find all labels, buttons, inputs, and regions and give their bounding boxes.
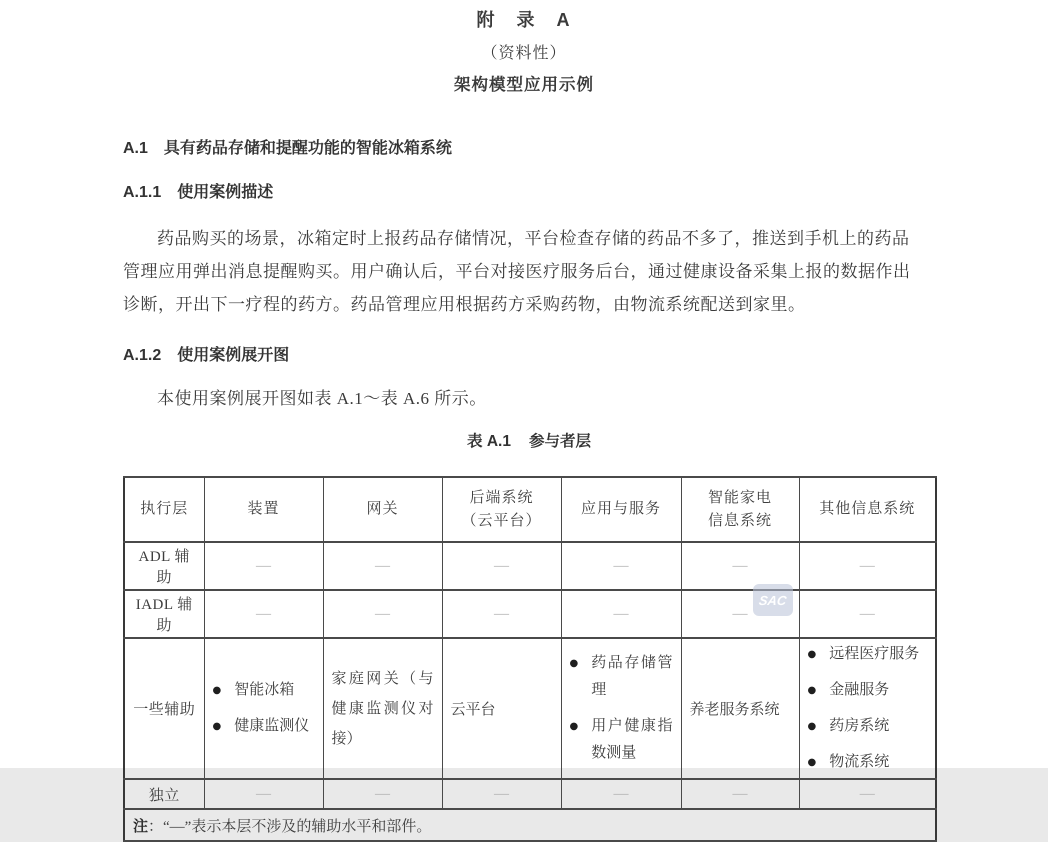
list-item bbox=[808, 677, 928, 704]
document-content bbox=[123, 138, 935, 842]
table-row-iadl bbox=[124, 590, 936, 638]
empty-cell-dash: — bbox=[442, 779, 561, 809]
empty-cell-dash: — bbox=[561, 542, 681, 590]
empty-cell-dash: — bbox=[561, 590, 681, 638]
other-system-item: 远程医疗服务 bbox=[829, 646, 920, 662]
other-system-item: 物流系统 bbox=[829, 754, 890, 770]
list-item bbox=[808, 749, 928, 776]
table-caption bbox=[123, 432, 935, 452]
other-system-item: 药房系统 bbox=[829, 718, 890, 734]
gateway-text: 家庭网关（与健康监测仪对接） bbox=[331, 670, 434, 747]
appendix-title-block bbox=[0, 0, 1048, 96]
table-row-some-assist bbox=[124, 638, 936, 779]
note-text: ：“—”表示本层不涉及的辅助水平和部件。 bbox=[148, 818, 432, 835]
paragraph-line: 诊断，开出下一疗程的药方。药品管理应用根据药方采购药物，由物流系统配送到家里。 bbox=[123, 295, 806, 314]
empty-cell-dash: — bbox=[799, 590, 936, 638]
table-header-row bbox=[124, 477, 936, 542]
empty-cell-dash: — bbox=[323, 590, 442, 638]
bullet-icon: ● bbox=[807, 721, 817, 732]
bullet-icon: ● bbox=[212, 685, 222, 696]
header-cell-smart-home-info bbox=[681, 477, 799, 542]
empty-cell-dash: — bbox=[561, 779, 681, 809]
appendix-title: 架构模型应用示例 bbox=[454, 76, 594, 94]
paragraph-line: 药品购买的场景，冰箱定时上报药品存储情况，平台检查存储的药品不多了，推送到手机上的药品 bbox=[157, 229, 910, 248]
sac-watermark-text: SAC bbox=[758, 592, 788, 608]
empty-cell-dash: — bbox=[204, 590, 323, 638]
list-item bbox=[570, 650, 673, 704]
header-cell-apps-services: 应用与服务 bbox=[561, 477, 681, 542]
header-cell-device: 装置 bbox=[204, 477, 323, 542]
cell-backend: 云平台 bbox=[442, 638, 561, 779]
header-line: （云平台） bbox=[461, 512, 542, 529]
row-label-independent: 独立 bbox=[124, 779, 204, 809]
header-line: 后端系统 bbox=[469, 489, 534, 506]
bullet-icon: ● bbox=[569, 721, 579, 732]
header-cell-backend bbox=[442, 477, 561, 542]
cell-other-systems bbox=[799, 638, 936, 779]
table-row-independent bbox=[124, 779, 936, 809]
row-label-iadl: IADL 辅助 bbox=[124, 590, 204, 638]
appendix-label: 附 录 A bbox=[476, 10, 572, 30]
empty-cell-dash: — bbox=[204, 779, 323, 809]
empty-cell-dash: — bbox=[799, 779, 936, 809]
app-item: 用户健康指数测量 bbox=[591, 718, 673, 761]
other-system-item: 金融服务 bbox=[829, 682, 890, 698]
header-line: 智能家电 bbox=[707, 489, 772, 506]
bullet-icon: ● bbox=[807, 757, 817, 768]
section-title: 使用案例展开图 bbox=[177, 347, 290, 364]
row-label-some-assist: 一些辅助 bbox=[124, 638, 204, 779]
header-cell-executive-layer: 执行层 bbox=[124, 477, 204, 542]
empty-cell-dash: — bbox=[442, 542, 561, 590]
section-number: A.1.2 bbox=[123, 347, 162, 364]
section-title: 具有药品存储和提醒功能的智能冰箱系统 bbox=[163, 140, 452, 157]
list-item bbox=[808, 713, 928, 740]
bullet-icon: ● bbox=[807, 685, 817, 696]
row-label-adl: ADL 辅助 bbox=[124, 542, 204, 590]
table-intro-paragraph: 本使用案例展开图如表 A.1～表 A.6 所示。 bbox=[157, 389, 487, 408]
table-caption-number: 表 A.1 bbox=[467, 433, 511, 450]
section-heading-a12 bbox=[123, 345, 935, 366]
section-number: A.1.1 bbox=[123, 184, 162, 201]
empty-cell-dash: — bbox=[442, 590, 561, 638]
section-heading-a11 bbox=[123, 182, 935, 203]
table-note-cell bbox=[124, 809, 936, 841]
device-item: 健康监测仪 bbox=[234, 718, 310, 734]
cell-devices bbox=[204, 638, 323, 779]
list-item bbox=[808, 641, 928, 668]
list-item bbox=[570, 713, 673, 767]
bullet-icon: ● bbox=[807, 649, 817, 660]
section-title: 使用案例描述 bbox=[177, 184, 274, 201]
empty-cell-dash: — bbox=[323, 542, 442, 590]
list-item bbox=[213, 713, 315, 740]
bullet-icon: ● bbox=[212, 721, 222, 732]
empty-cell-dash: — bbox=[799, 542, 936, 590]
cell-smart-home-system: 养老服务系统 bbox=[681, 638, 799, 779]
section-heading-a1 bbox=[123, 138, 935, 159]
bullet-icon: ● bbox=[569, 658, 579, 669]
empty-cell-dash: — bbox=[681, 542, 799, 590]
header-cell-other-info-systems: 其他信息系统 bbox=[799, 477, 936, 542]
participants-table bbox=[123, 476, 937, 842]
use-case-description-paragraph bbox=[123, 222, 935, 321]
list-item bbox=[213, 677, 315, 704]
empty-cell-dash: — bbox=[204, 542, 323, 590]
table-note-row bbox=[124, 809, 936, 841]
header-line: 信息系统 bbox=[707, 512, 772, 529]
cell-apps bbox=[561, 638, 681, 779]
table-row-adl bbox=[124, 542, 936, 590]
empty-cell-dash: — bbox=[681, 590, 799, 638]
table-caption-title: 参与者层 bbox=[528, 433, 591, 450]
app-item: 药品存储管理 bbox=[591, 655, 673, 698]
appendix-kind: （资料性） bbox=[481, 45, 567, 62]
empty-cell-dash: — bbox=[681, 779, 799, 809]
note-label: 注 bbox=[133, 817, 149, 835]
section-number: A.1 bbox=[123, 140, 148, 157]
cell-gateway bbox=[323, 638, 442, 779]
empty-cell-dash: — bbox=[323, 779, 442, 809]
device-item: 智能冰箱 bbox=[234, 682, 295, 698]
header-cell-gateway: 网关 bbox=[323, 477, 442, 542]
paragraph-line: 管理应用弹出消息提醒购买。用户确认后，平台对接医疗服务后台，通过健康设备采集上报的数据作出 bbox=[123, 262, 911, 281]
